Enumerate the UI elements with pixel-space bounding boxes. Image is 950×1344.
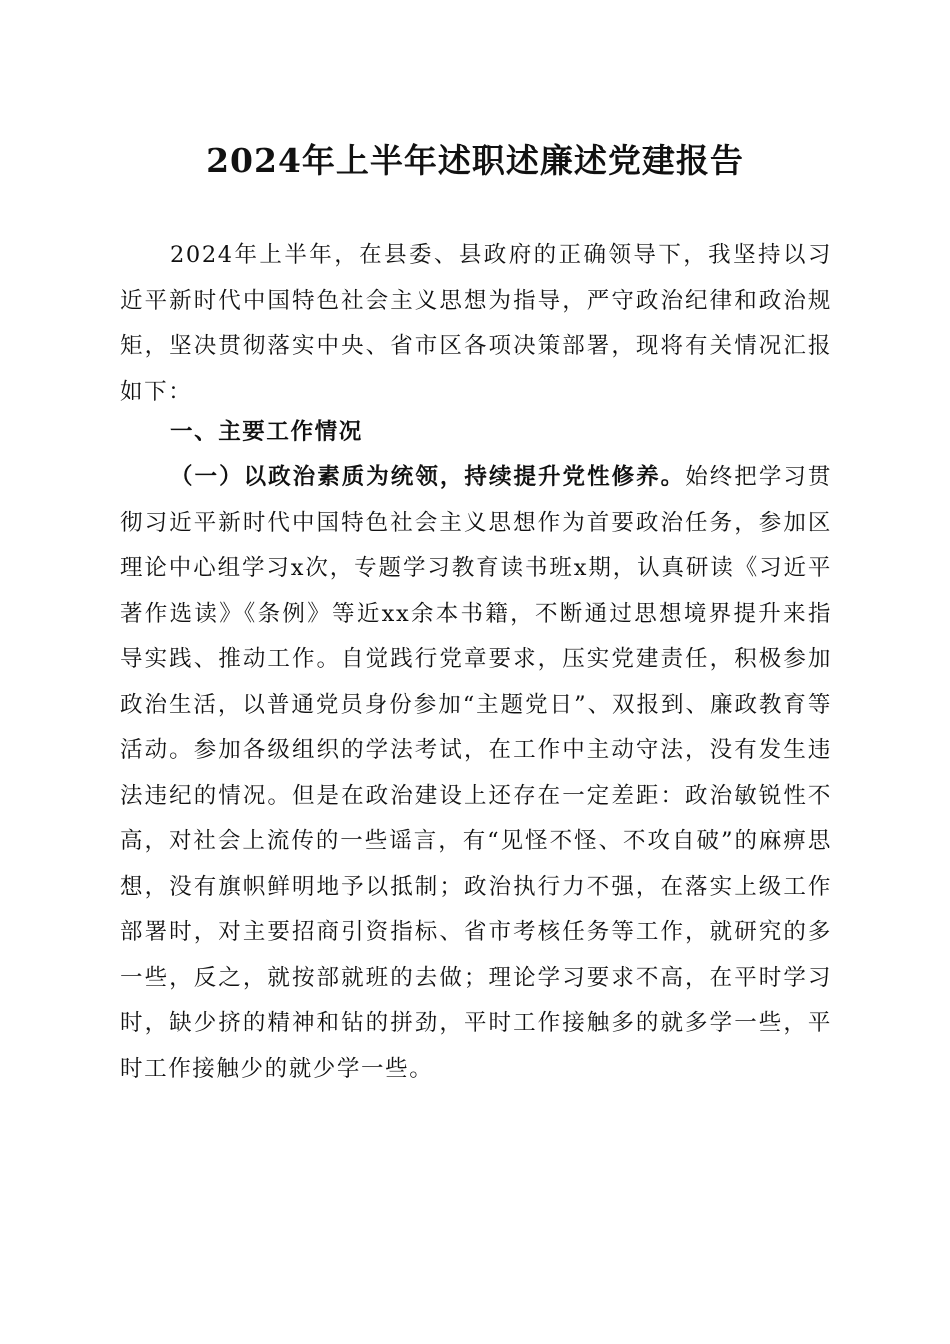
subsection-paragraph-political-quality (120, 455, 832, 1092)
subsection-heading-political-quality: （一）以政治素质为统领，持续提升党性修养。 (170, 464, 686, 490)
intro-paragraph: 2024年上半年，在县委、县政府的正确领导下，我坚持以习近平新时代中国特色社会主义思想为指导，严守政治纪律和政治规矩，坚决贯彻落实中央、省市区各项决策部署，现将有关情况汇报如下： (120, 242, 832, 405)
section-heading-main-work: 一、主要工作情况 (170, 419, 363, 445)
subsection-body-political-quality: 始终把学习贯彻习近平新时代中国特色社会主义思想作为首要政治任务，参加区理论中心组学习x次，专题学习教育读书班x期，认真研读《习近平著作选读》《条例》等近xx余本书籍，不断通过思想境界提升来指导实践、推动工作。自觉践行党章要求，压实党建责任，积极参加政治生活，以普通党员身份参加“主题党日”、双报到、廉政教育等活动。参加各级组织的学法考试，在工作中主动守法，没有发生违法违纪的情况。但是在政治建设上还存在一定差距：政治敏锐性不高，对社会上流传的一些谣言，有“见怪不怪、不攻自破”的麻痹思想，没有旗帜鲜明地予以抵制；政治执行力不强，在落实上级工作部署时，对主要招商引资指标、省市考核任务等工作，就研究的多一些，反之，就按部就班的去做；理论学习要求不高，在平时学习时，缺少挤的精神和钻的拼劲，平时工作接触多的就多学一些，平时工作接触少的就少学一些。 (120, 464, 832, 1082)
document-title: 2024年上半年述职述廉述党建报告 (206, 141, 744, 180)
